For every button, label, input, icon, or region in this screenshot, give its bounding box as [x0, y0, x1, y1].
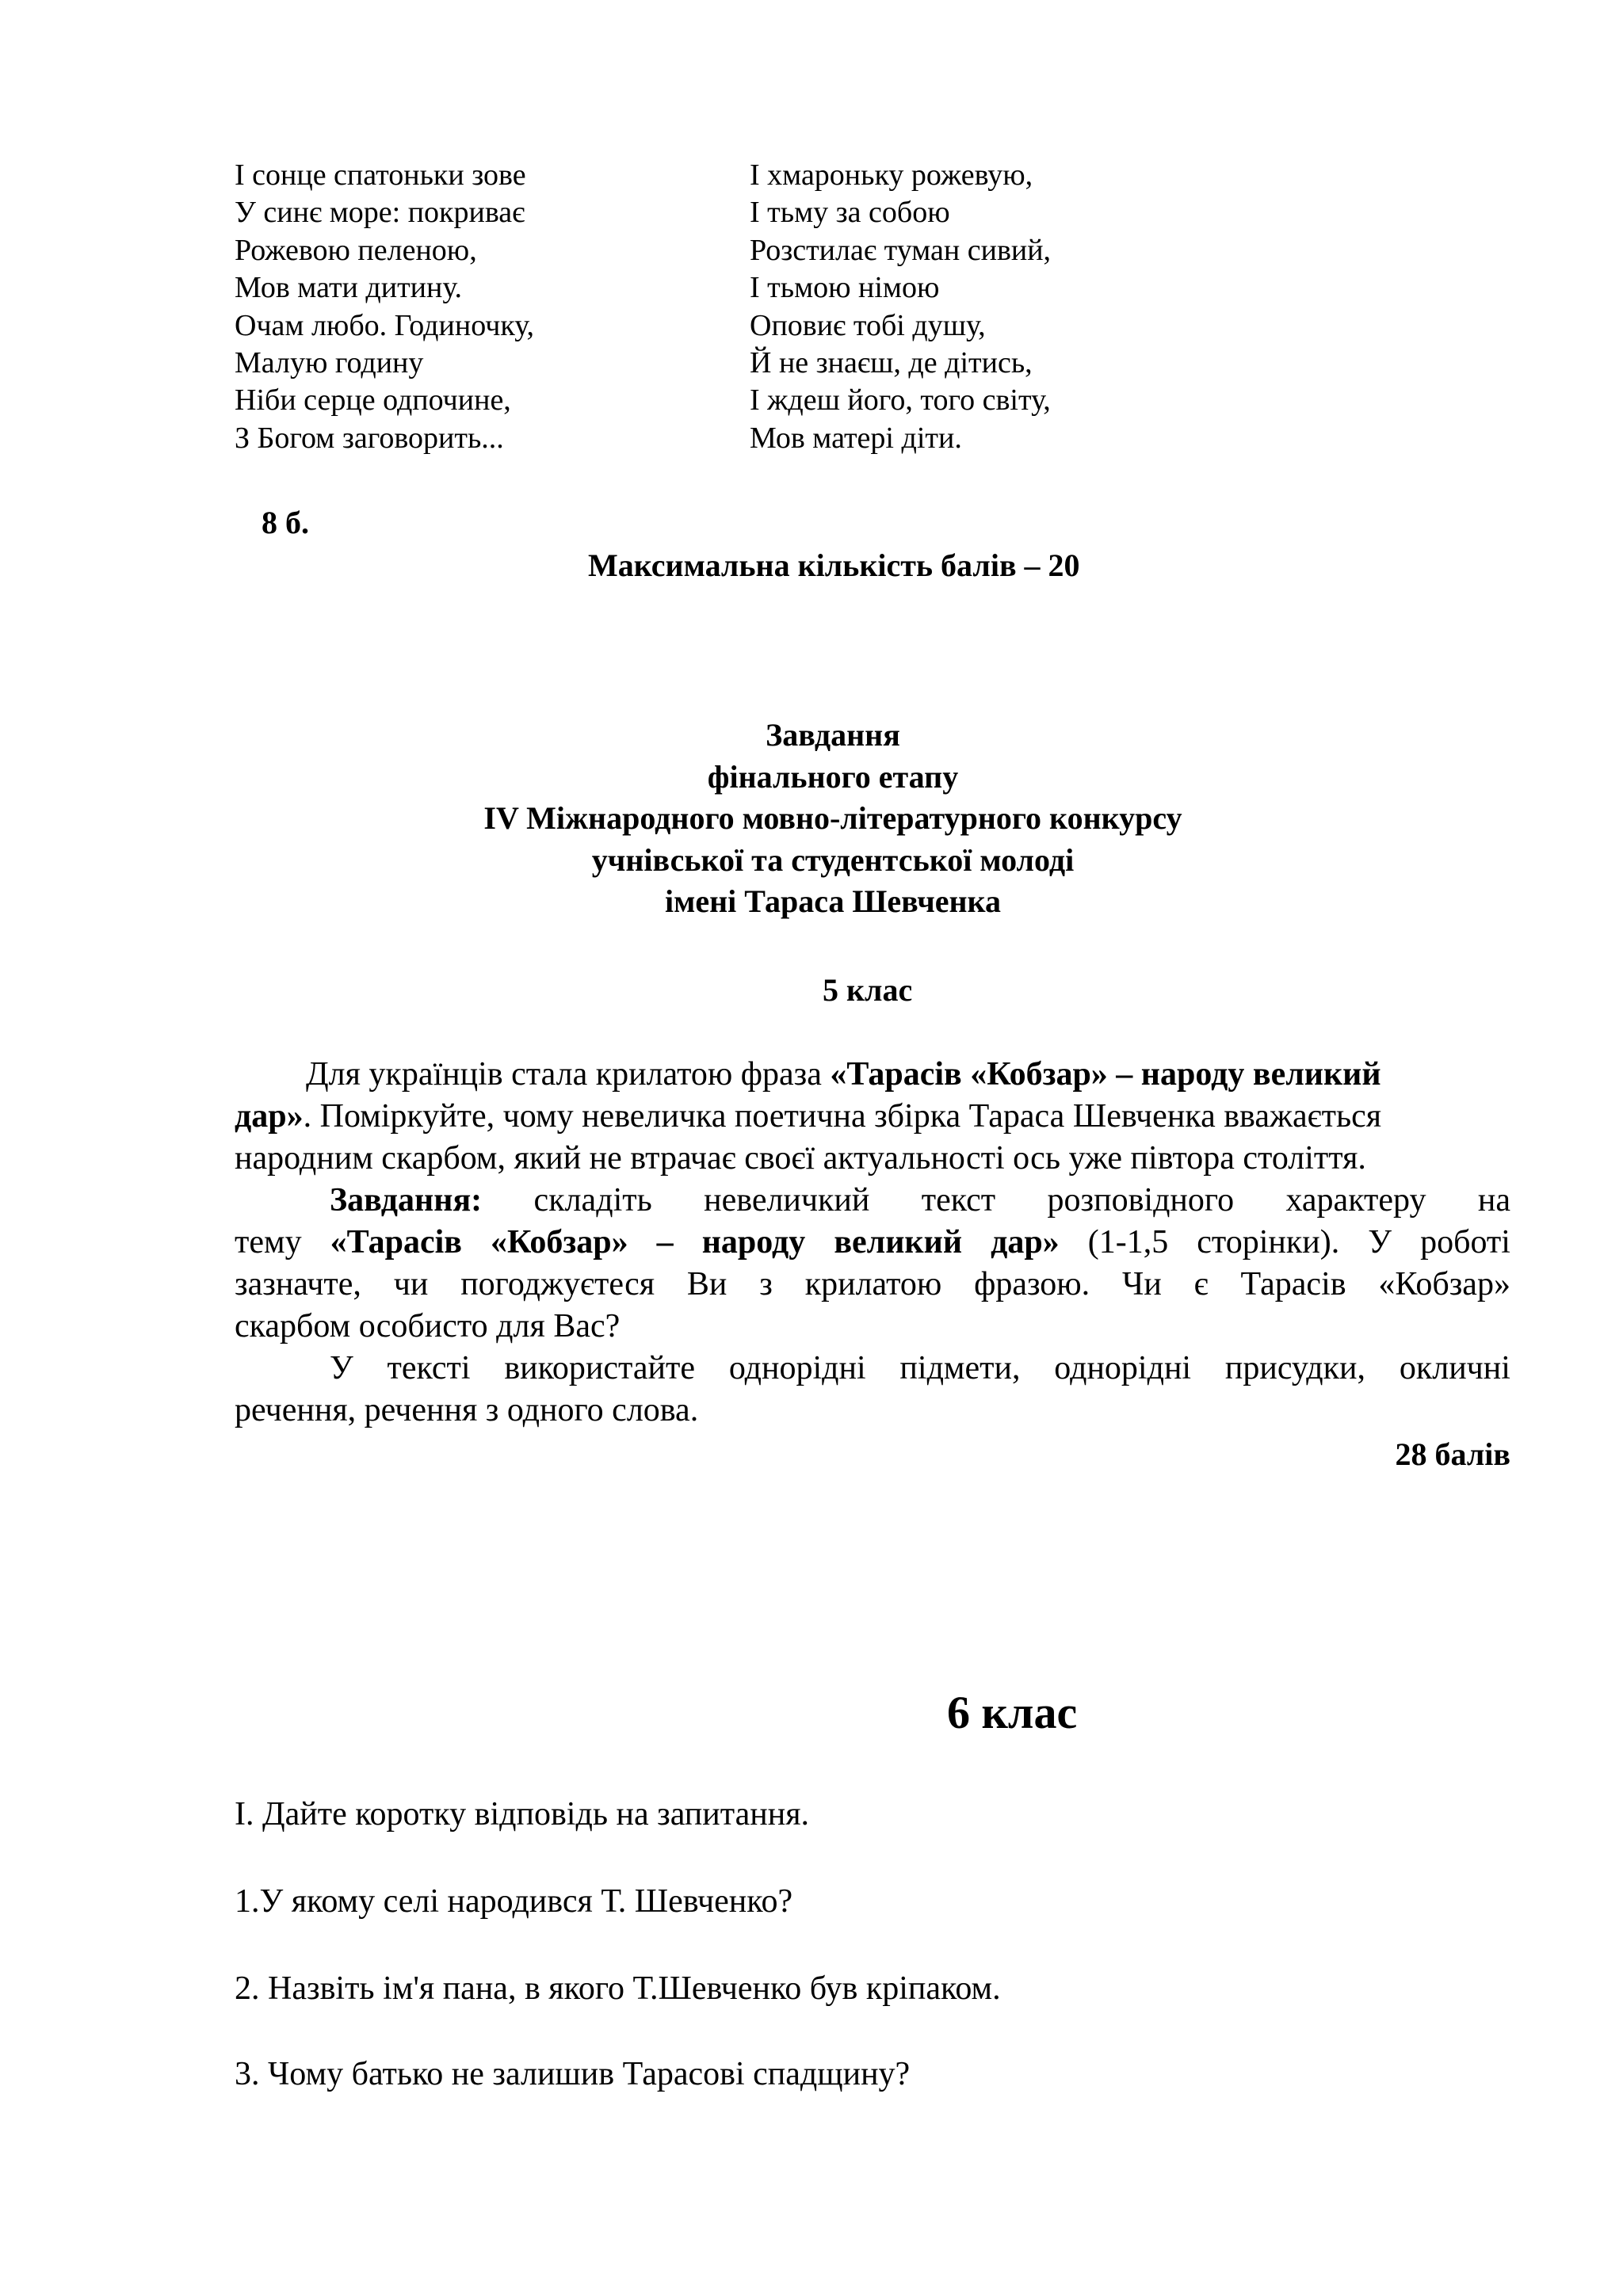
grade5-p2-line4: скарбом особисто для Вас?	[235, 1308, 621, 1344]
word: погоджуєтеся	[460, 1266, 655, 1302]
question-item: 2. Назвіть ім'я пана, в якого Т.Шевченко був кріпаком.	[235, 1970, 1001, 2007]
word: однорідні	[1054, 1350, 1192, 1386]
word: народу	[701, 1224, 806, 1261]
task-label: Завдання:	[330, 1182, 483, 1219]
word: невеличкий	[704, 1182, 870, 1219]
poem-line: І тьму за собою	[750, 196, 950, 230]
word: «Кобзар»	[1378, 1266, 1510, 1302]
word: характеру	[1285, 1182, 1426, 1219]
word: складіть	[533, 1182, 652, 1219]
heading-line: фінального етапу	[707, 758, 959, 795]
poem-line: І сонце спатоньки зове	[235, 158, 526, 192]
grade5-points: 28 балів	[1395, 1436, 1510, 1472]
word: Чи	[1122, 1266, 1162, 1302]
grade5-p1-line2	[235, 1096, 1381, 1138]
word: «Кобзар»	[491, 1224, 628, 1261]
word: У	[1368, 1224, 1392, 1261]
question-item: 1.У якому селі народився Т. Шевченко?	[235, 1883, 793, 1920]
word: великий	[834, 1224, 963, 1261]
word: текст	[921, 1182, 996, 1219]
poem-points: 8 б.	[262, 505, 309, 540]
poem-line: У синє море: покриває	[235, 196, 525, 230]
grade5-p3-line1	[330, 1348, 1510, 1390]
word: підмети,	[899, 1350, 1021, 1386]
word: однорідні	[728, 1350, 866, 1386]
grade5-p1-line3: народним скарбом, який не втрачає своєї актуальності ось уже півтора століття.	[235, 1140, 1366, 1177]
grade5-p2-line1	[330, 1180, 1510, 1222]
word: на	[1477, 1182, 1510, 1219]
poem-line: Очам любо. Годиночку,	[235, 308, 534, 342]
heading-line: IV Міжнародного мовно-літературного конкурсу	[483, 800, 1182, 836]
text: Для українців стала крилатою фраза	[306, 1056, 831, 1093]
word: зазначте,	[235, 1266, 361, 1302]
poem-line: І тьмою німою	[750, 271, 940, 305]
word: тексті	[387, 1350, 471, 1386]
word: чи	[393, 1266, 429, 1302]
poem-line: Рожевою пеленою,	[235, 233, 477, 267]
poem-line: З Богом заговорить...	[235, 421, 504, 455]
word: роботі	[1420, 1224, 1510, 1261]
word: крилатою	[804, 1266, 942, 1302]
grade6-section-title: І. Дайте коротку відповідь на запитання.	[235, 1796, 810, 1833]
grade5-p2-line2	[235, 1222, 1510, 1264]
heading-line: Завдання	[766, 717, 900, 753]
grade5-p1-line1	[306, 1054, 1381, 1096]
quote-bold: дар»	[235, 1098, 304, 1135]
word: використайте	[504, 1350, 696, 1386]
word: Тарасів	[1240, 1266, 1346, 1302]
poem-line: Й не знаєш, де дітись,	[750, 346, 1033, 380]
poem-line: І хмароньку рожевую,	[750, 158, 1033, 192]
grade6-title: 6 клас	[947, 1687, 1078, 1738]
grade5-title: 5 клас	[823, 972, 913, 1008]
word: є	[1193, 1266, 1209, 1302]
word: фразою.	[974, 1266, 1090, 1302]
quote-bold: «Тарасів «Кобзар» – народу великий	[830, 1056, 1381, 1093]
max-points: Максимальна кількість балів – 20	[588, 547, 1080, 583]
word: розповідного	[1047, 1182, 1235, 1219]
word: сторінки).	[1197, 1224, 1340, 1261]
heading-line: імені Тараса Шевченка	[664, 883, 1001, 919]
word: з	[759, 1266, 773, 1302]
heading-line: учнівської та студентської молоді	[591, 841, 1075, 878]
word: У	[330, 1350, 353, 1386]
word: –	[656, 1224, 674, 1261]
word: Ви	[686, 1266, 727, 1302]
poem-line: Розстилає туман сивий,	[750, 233, 1052, 267]
contest-heading	[0, 715, 1623, 923]
grade5-p2-line3	[235, 1264, 1510, 1306]
poem-line: Ніби серце одпочине,	[235, 383, 511, 418]
poem-line: Оповиє тобі душу,	[750, 308, 986, 342]
word: окличні	[1399, 1350, 1510, 1386]
text: . Поміркуйте, чому невеличка поетична збірка Тараса Шевченка вважається	[303, 1098, 1382, 1135]
grade5-p3-line2: речення, речення з одного слова.	[235, 1392, 699, 1428]
word: «Тарасів	[330, 1224, 462, 1261]
poem-line: Малую годину	[235, 346, 424, 380]
poem-left-column	[235, 157, 534, 457]
poem-right-column	[750, 157, 1051, 457]
word: тему	[235, 1224, 302, 1261]
poem-line: І ждеш його, того світу,	[750, 383, 1051, 418]
poem-line: Мов мати дитину.	[235, 271, 463, 305]
word: (1-1,5	[1087, 1224, 1169, 1261]
question-item: 3. Чому батько не залишив Тарасові спадщину?	[235, 2056, 911, 2092]
poem-line: Мов матері діти.	[750, 421, 962, 455]
word: присудки,	[1224, 1350, 1366, 1386]
word: дар»	[991, 1224, 1060, 1261]
